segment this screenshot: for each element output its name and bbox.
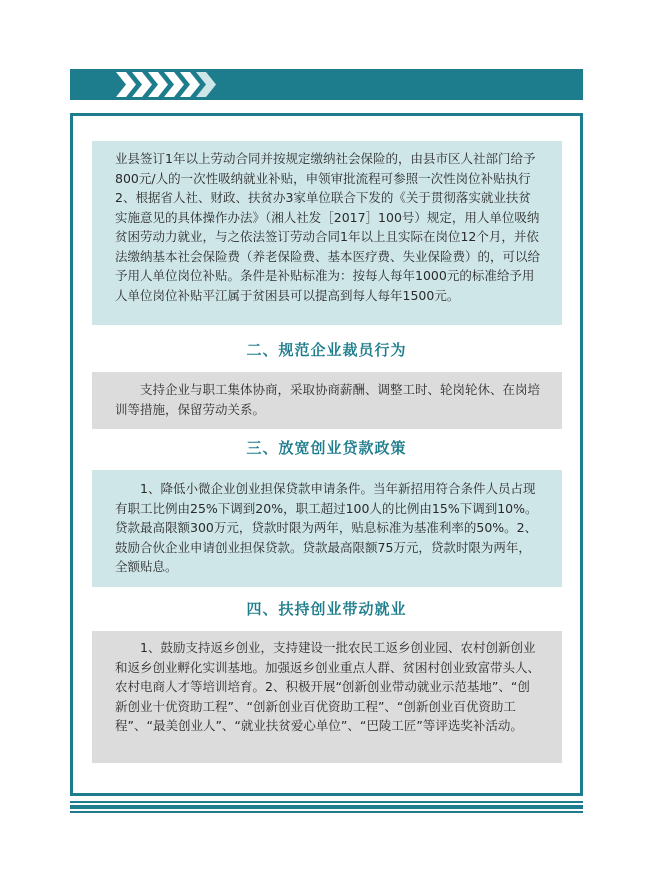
policy-panel-2 — [92, 372, 562, 429]
section-heading-2: 二、规范企业裁员行为 — [246, 341, 407, 359]
policy-panel-1 — [92, 141, 562, 325]
section-heading-3: 三、放宽创业贷款政策 — [246, 439, 407, 457]
policy-text-1: 业县签订1年以上劳动合同并按规定缴纳社会保险的，由县市区人社部门给予800元/人的一次性吸纳就业补贴，申领审批流程可参照一次性岗位补贴执行2、根据省人社、财政、扶贫办3家单位联合下发的《关于贯彻落实就业扶贫实施意见的具体操作办法》（湘人社发［2017］100号）规定，用人单位吸纳贫困劳动力就业，与之依法签订劳动合同1年以上且实际在岗位12个月，并依法缴纳基本社会保险费（养老保险费、基本医疗费、失业保险费）的，可以给予用人单位岗位补贴。条件是补贴标准为：按每人每年1000元的标准给予用人单位岗位补贴平江属于贫困县可以提高到每人每年1500元。 — [115, 151, 541, 303]
policy-text-4: 1、鼓励支持返乡创业，支持建设一批农民工返乡创业园、农村创新创业和返乡创业孵化实训基地。加强返乡创业重点人群、贫困村创业致富带头人、农村电商人才等培训培育。2、积极开展“创新创业带动就业示范基地”、“创新创业十优资助工程”、“创新创业百优资助工程”、“创新创业百优资助工程”、“最美创业人”、“就业扶贫爱心单位”、“巴陵工匠”等评选奖补活动。 — [115, 640, 541, 733]
policy-text-3: 1、降低小微企业创业担保贷款申请条件。当年新招用符合条件人员占现有职工比例由25%下调到20%，职工超过100人的比例由15%下调到10%。贷款最高限额300万元，贷款时限为两年，贴息标准为基准利率的50%。2、鼓励合伙企业申请创业担保贷款。贷款最高限额75万元，贷款时限为两年，全额贴息。 — [115, 481, 538, 574]
footer-stripes-decoration-icon — [70, 801, 583, 813]
section-heading-4: 四、扶持创业带动就业 — [246, 600, 407, 618]
chevrons-decoration-icon — [116, 72, 226, 97]
policy-panel-4 — [92, 631, 562, 763]
policy-text-2: 支持企业与职工集体协商，采取协商薪酬、调整工时、轮岗轮休、在岗培训等措施，保留劳动关系。 — [115, 382, 541, 417]
header-band — [70, 69, 583, 100]
policy-panel-3 — [92, 470, 562, 587]
